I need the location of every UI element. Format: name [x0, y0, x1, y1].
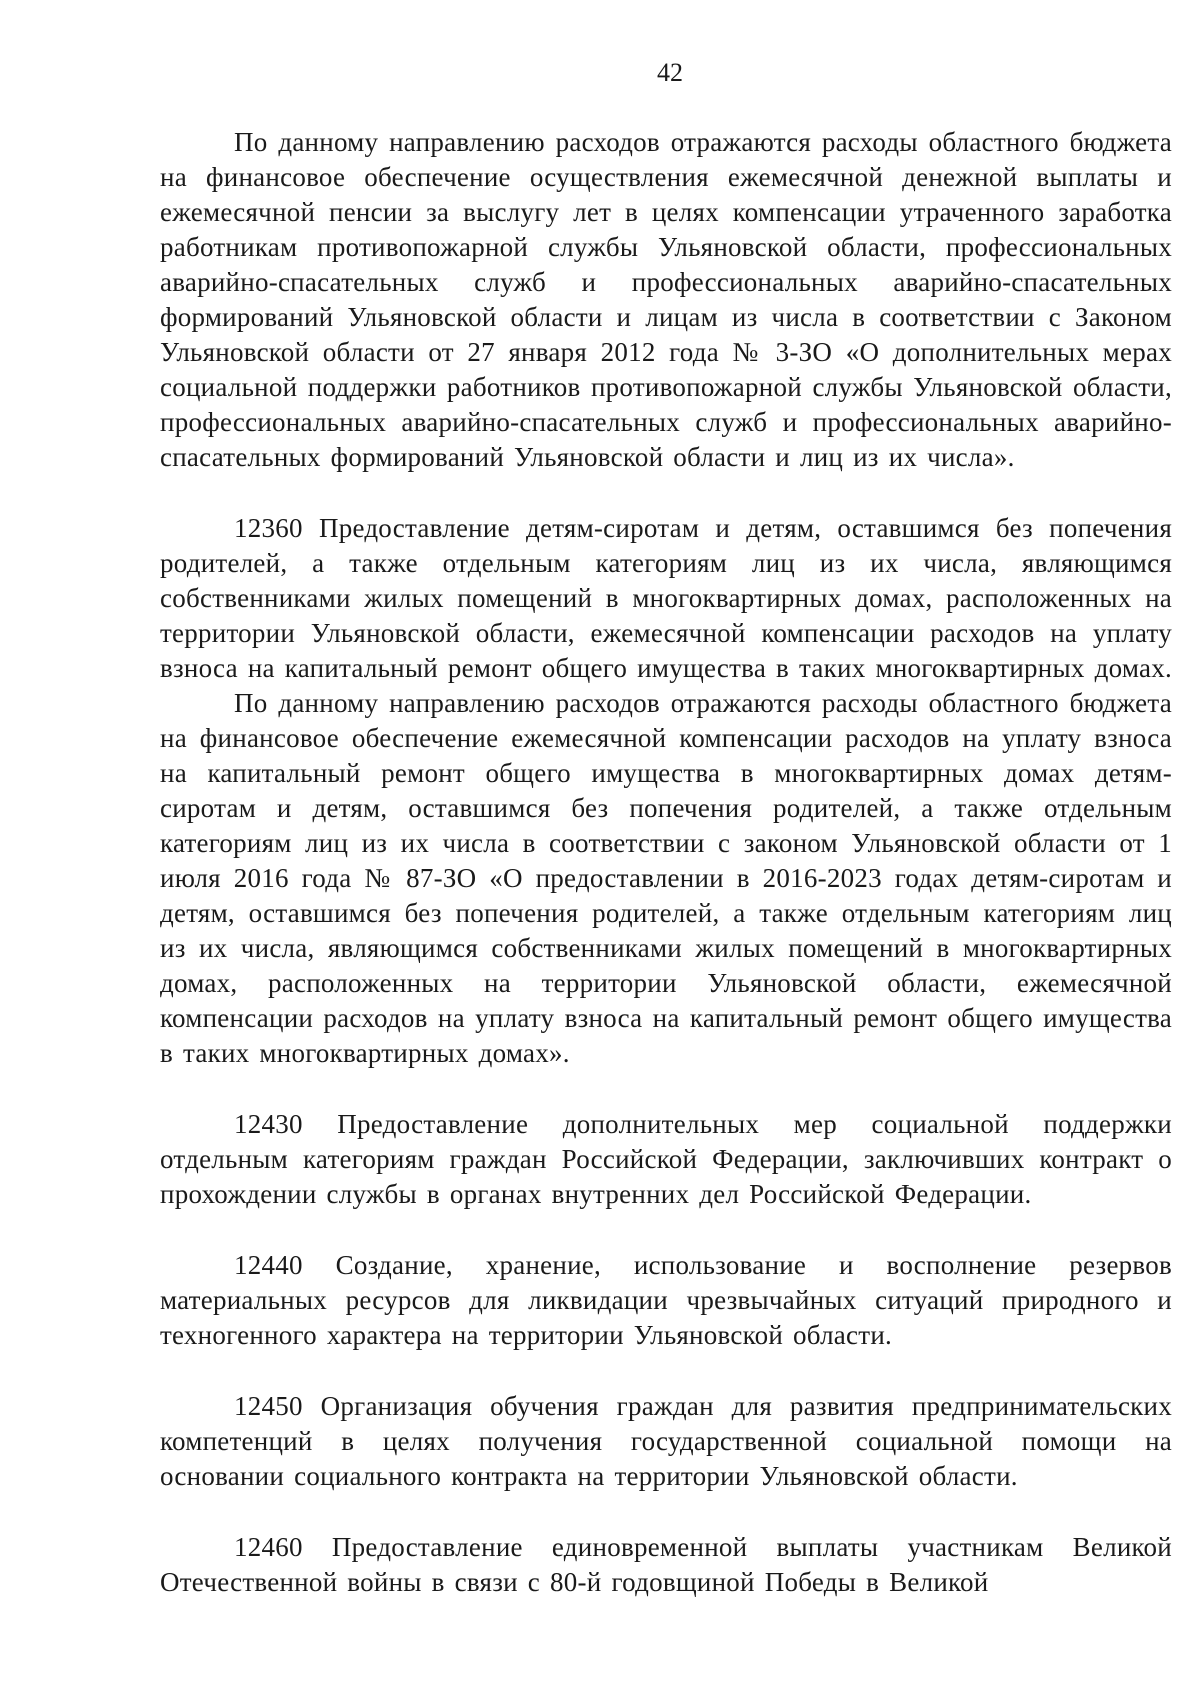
- paragraph-12450: 12450 Организация обучения граждан для развития предпринимательских компетенций в целях получения государственной социальной помощи на основании социального контракта на территории Ульяновской области.: [160, 1391, 1172, 1491]
- page-number: 42: [657, 58, 683, 87]
- paragraph-12360-description: По данному направлению расходов отражаются расходы областного бюджета на финансовое обеспечение ежемесячной компенсации расходов на уплату взноса на капитальный ремонт общего имущества в многоквартирных домах детям-сиротам и детям, оставшимся без попечения родителей, а также отдельным категориям лиц из их числа в соответствии с законом Ульяновской области от 1 июля 2016 года № 87-ЗО «О предоставлении в 2016-2023 годах детям-сиротам и детям, оставшимся без попечения родителей, а также отдельным категориям лиц из их числа, являющимся собственниками жилых помещений в многоквартирных домах, расположенных на территории Ульяновской области, ежемесячной компенсации расходов на уплату взноса на капитальный ремонт общего имущества в таких многоквартирных домах».: [160, 688, 1172, 1068]
- paragraph-12430: 12430 Предоставление дополнительных мер социальной поддержки отдельным категориям граждан Российской Федерации, заключивших контракт о прохождении службы в органах внутренних дел Российской Федерации.: [160, 1109, 1172, 1209]
- paragraph-12360-heading: 12360 Предоставление детям-сиротам и детям, оставшимся без попечения родителей, а также отдельным категориям лиц из их числа, являющимся собственниками жилых помещений в многоквартирных домах, расположенных на территории Ульяновской области, ежемесячной компенсации расходов на уплату взноса на капитальный ремонт общего имущества в таких многоквартирных домах.: [160, 513, 1173, 683]
- paragraph-12440: 12440 Создание, хранение, использование и восполнение резервов материальных ресурсов для ликвидации чрезвычайных ситуаций природного и техногенного характера на территории Ульяновской области.: [160, 1250, 1172, 1350]
- document-body: [160, 125, 1172, 1600]
- paragraph-expenses-fire-service: По данному направлению расходов отражаются расходы областного бюджета на финансовое обеспечение осуществления ежемесячной денежной выплаты и ежемесячной пенсии за выслугу лет в целях компенсации утраченного заработка работникам противопожарной службы Ульяновской области, профессиональных аварийно-спасательных служб и профессиональных аварийно-спасательных формирований Ульяновской области и лицам из числа в соответствии с Законом Ульяновской области от 27 января 2012 года № 3-ЗО «О дополнительных мерах социальной поддержки работников противопожарной службы Ульяновской области, профессиональных аварийно-спасательных служб и профессиональных аварийно-спасательных формирований Ульяновской области и лиц из их числа».: [160, 127, 1172, 472]
- paragraph-12460: 12460 Предоставление единовременной выплаты участникам Великой Отечественной войны в связи с 80-й годовщиной Победы в Великой: [160, 1532, 1172, 1597]
